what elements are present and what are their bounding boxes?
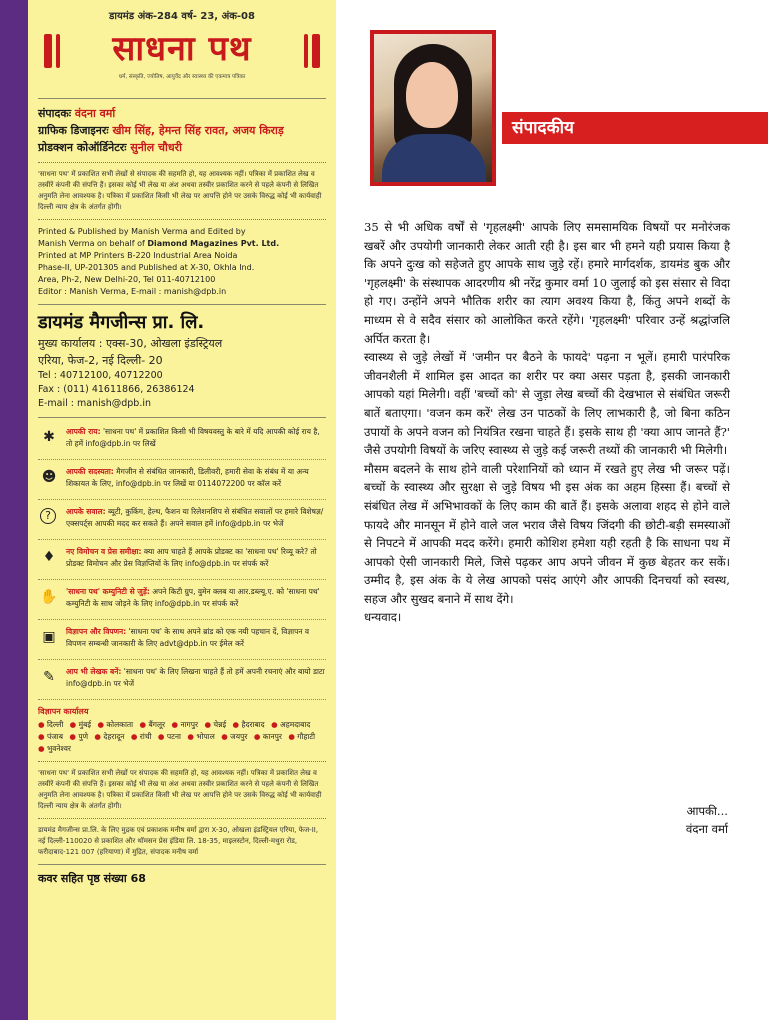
credit-value: सुनील चौधरी: [130, 141, 182, 154]
company-email[interactable]: E-mail : manish@dpb.in: [38, 398, 152, 409]
publisher-line: Printed at MP Printers B-220 Industrial Area Noida: [38, 251, 238, 260]
divider: [38, 98, 326, 99]
bullet-icon: ●: [171, 720, 181, 729]
divider: [38, 417, 326, 418]
bullet-icon: ●: [221, 732, 231, 741]
office-city-name: मुंबई: [78, 720, 92, 729]
magazine-logo: [38, 26, 326, 84]
signoff-name: वंदना वर्मा: [685, 822, 728, 836]
issue-line: डायमंड अंक-284 वर्ष- 23, अंक-08: [109, 11, 255, 22]
handshake-icon: ✋: [40, 589, 58, 605]
office-city: [233, 720, 265, 729]
advert-icon: ▣: [42, 629, 56, 645]
credit-label: प्रोडक्शन कोऑर्डिनेटरः: [38, 141, 127, 154]
bullet-icon: ●: [130, 732, 140, 741]
service-heading: आप भी लेखक बनें:: [66, 667, 122, 676]
company-address-1: मुख्य कार्यालय : एक्स-30, ओखला इंडस्ट्रियल: [38, 337, 223, 350]
publisher-line-text: Manish Verma on behalf of: [38, 239, 148, 248]
editorial-thanks: धन्यवाद।: [364, 610, 402, 625]
editorial-body: [364, 218, 730, 627]
office-city: [70, 720, 91, 729]
service-body: ब्यूटी, कुकिंग, हेल्थ, फैशन या रिलेशनशिप से संबंधित सवालों पर हमारे विशेषज्ञ/एक्सपर्ट्स आपकी मदद कर सकते हैं। अपने सवाल हमें info@dpb.in पर भेजें: [66, 507, 324, 528]
divider: [38, 761, 326, 762]
credit-editor: [38, 105, 326, 122]
logo-bar-right-2: [304, 34, 308, 68]
office-city: [38, 732, 63, 741]
office-city: [172, 720, 199, 729]
masthead-sidebar: [28, 0, 336, 1020]
divider: [38, 818, 326, 819]
bullet-icon: ●: [38, 732, 47, 741]
service-text: [66, 666, 326, 689]
editor-portrait: [374, 34, 492, 182]
office-city: [187, 732, 214, 741]
microphone-icon: ♦: [42, 549, 56, 565]
office-city: [254, 732, 282, 741]
service-heading: आपके सवाल:: [66, 507, 106, 516]
disclaimer-top: 'साधना पथ' में प्रकाशित सभी लेखों से संपादक की सहमति हो, यह आवश्यक नहीं। पत्रिका में प्रकाशित लेख व तस्वीरें कंपनी की संपत्ति हैं। इसका कोई भी लेख या अंश अथवा तस्वीर प्रकाशित करने से पहले कंपनी से लिखित अनुमति लेना आवश्यक है। पत्रिका में प्रकाशित किसी भी लेख पर आपत्ति होने पर उसके विरुद्ध कोई भी कार्यवाही दिल्ली न्याय क्षेत्र के अंतर्गत होगी।: [38, 170, 322, 211]
service-community: [38, 586, 326, 620]
publisher-info: [38, 226, 326, 298]
credit-graphic-designer: [38, 122, 326, 139]
office-city: [97, 720, 133, 729]
offices-list: [38, 719, 326, 755]
signoff-line: आपकी...: [686, 804, 728, 818]
divider: [38, 864, 326, 865]
office-city-name: रांची: [139, 732, 152, 741]
office-city-name: अहमदाबाद: [280, 720, 311, 729]
pencil-icon: ✎: [43, 669, 55, 685]
portrait-face: [406, 62, 458, 128]
office-city-name: पुणे: [78, 732, 89, 741]
service-body: क्या आप चाहते हैं आपके प्रोडक्ट का 'साधना पथ' रिव्यू करे? तो प्रोडक्ट विमोचन और प्रेस विज्ञप्तियों के लिए info@dpb.in पर संपर्क करें: [66, 547, 317, 568]
bullet-icon: ●: [204, 720, 214, 729]
members-icon: ☻: [41, 469, 57, 485]
credit-production: [38, 139, 326, 156]
service-heading: नए विमोचन व प्रेस समीक्षा:: [66, 547, 142, 556]
office-city: [288, 732, 315, 741]
service-body: 'साधना पथ' में प्रकाशित किसी भी विषयवस्तु के बारे में यदि आपकी कोई राय है, तो हमें info@dpb.in पर लिखें: [66, 427, 320, 448]
service-press: [38, 546, 326, 580]
bullet-icon: ●: [69, 732, 79, 741]
bullet-icon: ●: [69, 720, 79, 729]
office-city-name: गौहाटी: [297, 732, 316, 741]
divider: [38, 304, 326, 305]
bullet-icon: ●: [38, 744, 47, 753]
office-city: [94, 732, 124, 741]
logo-bar-left-1: [44, 34, 52, 68]
divider: [38, 162, 326, 163]
service-heading: आपकी राय:: [66, 427, 101, 436]
credits-block: [38, 105, 326, 156]
office-city-name: जयपुर: [230, 732, 248, 741]
publisher-line: Printed & Published by Manish Verma and Edited by: [38, 227, 246, 236]
bullet-icon: ●: [139, 720, 149, 729]
office-city: [38, 744, 71, 753]
credit-label: ग्राफिक डिजाइनरः: [38, 124, 109, 137]
magazine-title: साधना पथ: [112, 29, 252, 69]
office-city: [271, 720, 310, 729]
service-body: अपने किटी ग्रुप, वुमेन क्लब या आर.डब्ल्यू.ए. को 'साधना पथ' कम्युनिटी के साथ जोड़ने के लिए info@dpb.in पर संपर्क करें: [66, 587, 320, 608]
bullet-icon: ●: [253, 732, 263, 741]
service-advertising: [38, 626, 326, 660]
office-city-name: चेन्नई: [213, 720, 227, 729]
editorial-banner: संपादकीय: [502, 112, 768, 144]
office-city: [140, 720, 166, 729]
company-name: डायमंड मैगजीन्स प्रा. लि.: [38, 312, 205, 333]
service-text: [66, 586, 326, 609]
credit-label: संपादकः: [38, 107, 72, 120]
service-body: 'साधना पथ' के साथ अपने ब्रांड को एक नयी पहचान दें, विज्ञापन व विपणन सम्बन्धी जानकारी के लिए advt@dpb.in पर ईमेल करें: [66, 627, 310, 648]
publisher-line: Editor : Manish Verma, E-mail : manish@dpb.in: [38, 287, 227, 296]
publisher-line: [38, 238, 326, 250]
office-city-name: बैंगलूर: [148, 720, 166, 729]
service-text: [66, 426, 326, 449]
editorial-signoff: [568, 802, 728, 838]
service-membership: [38, 466, 326, 500]
services-list: [38, 426, 326, 700]
bullet-icon: ●: [94, 732, 104, 741]
service-text: [66, 506, 326, 529]
offices-title: विज्ञापन कार्यालय: [38, 707, 89, 716]
office-city: [131, 732, 152, 741]
service-heading: विज्ञापन और विपणन:: [66, 627, 127, 636]
bullet-icon: ●: [38, 720, 47, 729]
office-city-name: भोपाल: [196, 732, 215, 741]
office-city-name: दिल्ली: [46, 720, 64, 729]
office-city-name: भुवनेश्वर: [46, 744, 71, 753]
editorial-panel: [336, 0, 768, 1020]
office-city: [69, 732, 88, 741]
publisher-line: Phase-II, UP-201305 and Published at X-30, Okhla Ind.: [38, 263, 255, 272]
lightbulb-icon: ✱: [43, 429, 55, 445]
service-heading: आपकी सदस्यता:: [66, 467, 114, 476]
office-city: [38, 720, 63, 729]
publisher-company: Diamond Magazines Pvt. Ltd.: [147, 239, 280, 248]
office-city-name: पटना: [166, 732, 181, 741]
magazine-tagline: धर्म, संस्कृति, ज्योतिष, आयुर्वेद और स्वास्थ्य की एकमात्र पत्रिका: [118, 74, 246, 80]
question-icon: ?: [40, 508, 56, 524]
editorial-paragraph: स्वास्थ्य से जुड़े लेखों में 'जमीन पर बैठने के फायदे' पढ़ना न भूलें। हमारी पारंपरिक जीवनशैली में शामिल इस आदत का शरीर पर क्या असर पड़ता है, इसकी जानकारी आपको यहां मिलेगी। वहीं 'बच्चों को' से जुड़ा लेख बच्चों की देखभाल से संबंधित जरूरी बातें बताएगा। 'वजन कम करें' लेख उन पाठकों के लिए लाभकारी है, जो बिना कठिन उपायों के अपने वजन को नियंत्रित रखना चाहते हैं। इसके साथ ही 'क्या आप जानते हैं?' जैसे उपयोगी विषयों के जरिए स्वास्थ्य से जुड़े कई जरूरी तथ्यों की जानकारी भी मिलेगी।: [364, 350, 730, 458]
ad-offices: [38, 706, 326, 755]
publisher-line: Area, Ph-2, New Delhi-20, Tel 011-40712100: [38, 275, 216, 284]
logo-bar-right-1: [312, 34, 320, 68]
office-city-name: कानपुर: [262, 732, 282, 741]
credit-value: वंदना वर्मा: [74, 107, 116, 120]
service-text: [66, 466, 326, 489]
disclaimer-bottom: 'साधना पथ' में प्रकाशित सभी लेखों पर संपादक की सहमति हो, यह आवश्यक नहीं। पत्रिका में प्रकाशित लेख व तस्वीरें कंपनी की संपत्ति हैं। इसका कोई भी लेख या अंश अथवा तस्वीर प्रकाशित करने से पहले कंपनी से लिखित अनुमति लेना आवश्यक है। पत्रिका में प्रकाशित किसी भी लेख पर आपत्ति होने पर उसके विरुद्ध कोई भी कार्यवाही दिल्ली न्याय क्षेत्र के अंतर्गत होगी।: [38, 769, 322, 810]
service-body: मैगजीन से संबंधित जानकारी, डिलीवरी, हमारी सेवा के संबंध में या अन्य शिकायत के लिए, info@dpb.in पर लिखें या 0114072200 पर कॉल करें: [66, 467, 309, 488]
service-body: 'साधना पथ' के लिए लिखना चाहते हैं तो हमें अपनी रचनाएं और बायो डाटा info@dpb.in पर भेजें: [66, 667, 325, 688]
office-city-name: नागपुर: [180, 720, 199, 729]
office-city: [221, 732, 247, 741]
service-opinion: [38, 426, 326, 460]
bullet-icon: ●: [187, 732, 197, 741]
office-city-name: पंजाब: [46, 732, 63, 741]
company-tel: Tel : 40712100, 40712200: [38, 370, 163, 381]
editorial-paragraph: 35 से भी अधिक वर्षों से 'गृहलक्ष्मी' आपके लिए समसामयिक विषयों पर मनोरंजक खबरें और उपयोगी जानकारी लेकर आती रही है। इस बार भी हमने यही प्रयास किया है कि अपने दुःख को सहेजते हुए आपके साथ जुड़े रहें। हमारे मार्गदर्शक, डायमंड बुक और 'गृहलक्ष्मी' के संस्थापक आदरणीय श्री नरेंद्र कुमार वर्मा 10 जुलाई को इस संसार से विदा हो गए। उन्होंने अपने भौतिक शरीर का त्याग अवश्य किया है, किंतु अपने शब्दों के माध्यम से वे सदैव संसार को आलोकित करते रहेंगे। 'गृहलक्ष्मी' परिवार उन्हें श्रद्धांजलि अर्पित करता है।: [364, 220, 730, 346]
service-text: [66, 626, 326, 649]
left-edge-strip: [0, 0, 28, 1020]
bullet-icon: ●: [232, 720, 242, 729]
office-city-name: कोलकाता: [106, 720, 134, 729]
service-heading: 'साधना पथ' कम्युनिटी से जुड़ें:: [66, 587, 150, 596]
bullet-icon: ●: [288, 732, 298, 741]
editor-photo: [370, 30, 496, 186]
page-count: कवर सहित पृष्ठ संख्या 68: [38, 872, 146, 885]
service-text: [66, 546, 326, 569]
imprint: डायमंड मैगजीन्स प्रा.लि. के लिए मुद्रक एवं प्रकाशक मनीष वर्मा द्वारा X-30, ओखला इंडस्ट्रियल एरिया, फेज-II, नई दिल्ली-110020 से प्रकाशित और थॉमसन प्रेस इंडिया लि. 18-35, माइलस्टोन, दिल्ली-मथुरा रोड, फरीदाबाद-121 007 (हरियाणा) में मुद्रित, संपादक मनीष वर्मा: [38, 826, 319, 856]
editorial-paragraph: मौसम बदलने के साथ होने वाली परेशानियों को ध्यान में रखते हुए लेख भी जरूर पढ़ें। बच्चों के स्वास्थ्य और सुरक्षा से जुड़े विषय भी इस अंक का अहम हिस्सा हैं। बच्चों से संबंधित लेख में अभिभावकों के लिए काम की बातें हैं। इसके अलावा शहद से होने वाले फायदे और मानसून में होने वाले जल भराव जैसे विषय जिंदगी की छोटी-बड़ी समस्याओं से निपटने में आपकी मदद करेंगे। हमारी कोशिश हमेशा यही रहती है कि साधना पथ में आपको ऐसी जानकारी मिले, जिसे पढ़कर आप अपने जीवन में कुछ बेहतर कर सकें। उम्मीद है, इस अंक के ये लेख आपको पसंद आएंगे और आपकी दिनचर्या को स्वस्थ, सहज और सुखद बनाने में साथ देंगे।: [364, 461, 730, 606]
office-city: [204, 720, 226, 729]
service-questions: [38, 506, 326, 540]
credit-value: खीम सिंह, हेमन्त सिंह रावत, अजय किराड़: [112, 124, 284, 137]
service-author: [38, 666, 326, 700]
office-city-name: हैदराबाद: [241, 720, 265, 729]
logo-bar-left-2: [56, 34, 60, 68]
company-fax: Fax : (011) 41611866, 26386124: [38, 384, 195, 395]
company-address-2: एरिया, फेज-2, नई दिल्ली- 20: [38, 354, 163, 367]
office-city-name: देहरादून: [103, 732, 125, 741]
bullet-icon: ●: [97, 720, 107, 729]
bullet-icon: ●: [157, 732, 167, 741]
bullet-icon: ●: [271, 720, 280, 729]
divider: [38, 219, 326, 220]
office-city: [158, 732, 181, 741]
